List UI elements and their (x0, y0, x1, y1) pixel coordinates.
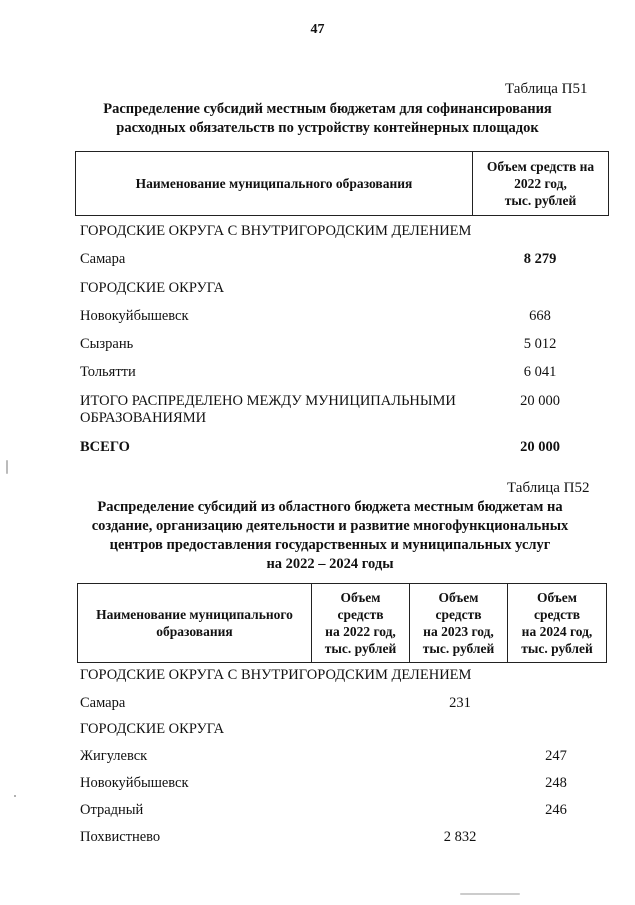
table-p52-header (77, 583, 607, 663)
column-header-2023 (410, 584, 507, 662)
table-p52-title-line: создание, организацию деятельности и развитие многофункциональных (91, 518, 569, 534)
column-header-line: тыс. рублей (504, 193, 577, 208)
table-row-section: ГОРОДСКИЕ ОКРУГА С ВНУТРИГОРОДСКИМ ДЕЛЕНИЕМ (80, 223, 472, 239)
table-row-section: ГОРОДСКИЕ ОКРУГА (80, 280, 225, 296)
column-header-line: Объем средств на (486, 159, 595, 174)
table-row-name-line: ОБРАЗОВАНИЯМИ (80, 410, 207, 426)
table-row-name: Тольятти (80, 364, 136, 380)
table-p52-title-line: Распределение субсидий из областного бюджета местным бюджетам на (97, 499, 563, 515)
column-header-line: на 2022 год, (325, 624, 396, 639)
column-header-line: средств (337, 607, 384, 622)
table-row-name: Новокуйбышевск (80, 775, 189, 791)
table-p51-label: Таблица П51 (505, 81, 588, 97)
table-row-name: Отрадный (80, 802, 144, 818)
column-header-line: на 2024 год, (521, 624, 593, 639)
column-header-2024 (508, 584, 606, 662)
column-header-value (473, 152, 608, 215)
scan-artifact (14, 795, 16, 797)
column-header-line: средств (435, 607, 482, 622)
table-p52-label: Таблица П52 (507, 480, 590, 496)
table-row-value: 5 012 (523, 336, 557, 352)
page-number: 47 (310, 22, 325, 37)
table-row-value: 8 279 (523, 251, 557, 267)
table-p52-title-line: на 2022 – 2024 годы (266, 556, 394, 572)
table-row-name-line: ИТОГО РАСПРЕДЕЛЕНО МЕЖДУ МУНИЦИПАЛЬНЫМИ (80, 393, 456, 409)
table-p52-title (40, 498, 620, 574)
table-row-value: 668 (529, 308, 551, 324)
table-row-value-2022: 2 832 (443, 829, 477, 845)
table-row-value-2024: 248 (545, 775, 567, 791)
table-p51-title (40, 100, 615, 138)
table-row-name: Сызрань (80, 336, 134, 352)
table-p51-title-line: Распределение субсидий местным бюджетам для софинансирования (103, 101, 552, 117)
table-row-value: 20 000 (520, 393, 560, 409)
table-row-grand-total: ВСЕГО (80, 439, 130, 455)
column-header-name (78, 584, 311, 662)
scan-artifact (6, 460, 8, 474)
table-row-name: Самара (80, 695, 126, 711)
table-row-value: 6 041 (523, 364, 557, 380)
table-row-value-2024: 247 (545, 748, 567, 764)
table-row-name: Похвистнево (80, 829, 161, 845)
scan-artifact (460, 893, 520, 895)
table-row-name: Самара (80, 251, 126, 267)
column-header-line: средств (533, 607, 581, 622)
table-row-value-2022: 231 (449, 695, 471, 711)
column-header-line: тыс. рублей (422, 641, 495, 656)
column-header-line: Объем (438, 590, 479, 605)
table-p52-title-line: центров предоставления государственных и муниципальных услуг (109, 537, 551, 553)
column-header-name: Наименование муниципального образования (135, 176, 413, 191)
column-header-line: на 2023 год, (423, 624, 494, 639)
column-header-line: Наименование муниципального (96, 607, 293, 622)
column-header-line: образования (156, 624, 233, 639)
column-header-line: тыс. рублей (324, 641, 397, 656)
column-header-line: 2022 год, (514, 176, 567, 191)
table-row-value: 20 000 (520, 439, 560, 455)
column-header-line: тыс. рублей (521, 641, 593, 656)
column-header-line: Объем (537, 590, 577, 605)
table-row-total-distributed (80, 393, 456, 427)
table-row-name: Новокуйбышевск (80, 308, 189, 324)
table-row-section: ГОРОДСКИЕ ОКРУГА С ВНУТРИГОРОДСКИМ ДЕЛЕНИЕМ (80, 667, 472, 683)
table-p51-header (75, 151, 609, 216)
table-row-value-2024: 246 (545, 802, 567, 818)
column-header-line: Объем (340, 590, 381, 605)
table-row-name: Жигулевск (80, 748, 148, 764)
column-header-2022 (312, 584, 409, 662)
table-p51-title-line: расходных обязательств по устройству контейнерных площадок (116, 120, 539, 136)
table-row-section: ГОРОДСКИЕ ОКРУГА (80, 721, 225, 737)
